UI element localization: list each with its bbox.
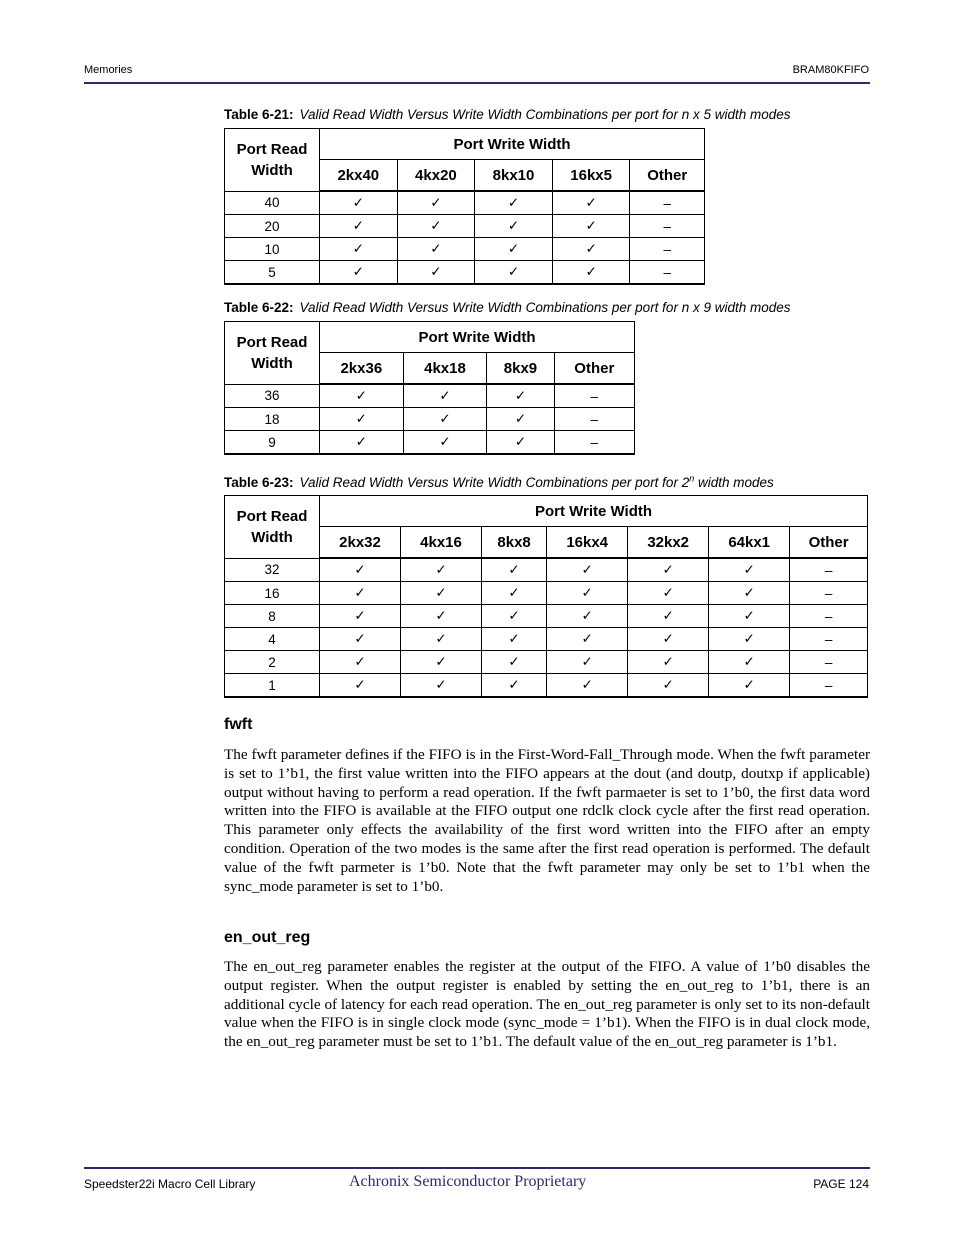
- not-applicable-cell: –: [630, 215, 705, 238]
- not-applicable-cell: –: [630, 191, 705, 215]
- checkmark-icon: ✓: [552, 191, 630, 215]
- table3-label: Table 6-23:: [224, 475, 294, 490]
- checkmark-icon: ✓: [482, 605, 547, 628]
- checkmark-icon: ✓: [320, 238, 398, 261]
- checkmark-icon: ✓: [475, 238, 553, 261]
- checkmark-icon: ✓: [709, 558, 790, 582]
- checkmark-icon: ✓: [628, 605, 709, 628]
- checkmark-icon: ✓: [487, 408, 554, 431]
- checkmark-icon: ✓: [320, 261, 398, 285]
- checkmark-icon: ✓: [628, 651, 709, 674]
- table3-caption: [224, 475, 774, 490]
- port-read-width-header: Port Read Width: [225, 129, 320, 192]
- not-applicable-cell: –: [790, 651, 868, 674]
- column-header: 16kx5: [552, 160, 630, 192]
- checkmark-icon: ✓: [320, 408, 404, 431]
- not-applicable-cell: –: [554, 408, 634, 431]
- table3-title-pre: Valid Read Width Versus Write Width Combinations per port for 2: [299, 475, 690, 490]
- table-row: [225, 605, 868, 628]
- column-header: 4kx16: [401, 527, 482, 559]
- checkmark-icon: ✓: [320, 384, 404, 408]
- not-applicable-cell: –: [630, 238, 705, 261]
- table-row: [225, 384, 635, 408]
- footer-library-name: Speedster22i Macro Cell Library: [84, 1177, 256, 1191]
- checkmark-icon: ✓: [482, 674, 547, 698]
- read-width-cell: 32: [225, 558, 320, 582]
- column-header: 8kx8: [482, 527, 547, 559]
- table1-label: Table 6-21:: [224, 107, 294, 122]
- table-row: [225, 651, 868, 674]
- checkmark-icon: ✓: [709, 651, 790, 674]
- checkmark-icon: ✓: [401, 674, 482, 698]
- checkmark-icon: ✓: [628, 558, 709, 582]
- read-width-cell: 8: [225, 605, 320, 628]
- read-width-cell: 1: [225, 674, 320, 698]
- checkmark-icon: ✓: [547, 674, 628, 698]
- read-width-cell: 40: [225, 191, 320, 215]
- checkmark-icon: ✓: [401, 628, 482, 651]
- table1-caption: [224, 107, 791, 122]
- checkmark-icon: ✓: [487, 431, 554, 455]
- header-doc-title: BRAM80KFIFO: [792, 64, 869, 76]
- checkmark-icon: ✓: [628, 628, 709, 651]
- column-header: 64kx1: [709, 527, 790, 559]
- checkmark-icon: ✓: [401, 651, 482, 674]
- column-header: Other: [554, 353, 634, 385]
- port-write-width-header: Port Write Width: [320, 322, 635, 353]
- checkmark-icon: ✓: [552, 238, 630, 261]
- header-section-title: Memories: [84, 64, 133, 76]
- port-write-width-header: Port Write Width: [320, 129, 705, 160]
- fwft-paragraph: The fwft parameter defines if the FIFO is in the First-Word-Fall_Through mode. When the fwft parameter is set to 1’b1, the first value written into the FIFO appears at the dout (and doutp, doutxp if applicable) output without having to perform a read operation. If the fwft parmaeter is set to 1’b0, the first data word written into the FIFO is available at the FIFO output one rdclk clock cycle after the first read operation. This parameter only effects the availability of the first word written into the FIFO after an empty condition. Operation of the two modes is the same after the first read operation is performed. The default value of the fwft parmeter is 1’b0. Note that the fwft parameter may only be set to 1’b1 when the sync_mode parameter is set to 1’b0.: [224, 746, 870, 895]
- checkmark-icon: ✓: [320, 582, 401, 605]
- checkmark-icon: ✓: [552, 261, 630, 285]
- checkmark-icon: ✓: [628, 674, 709, 698]
- read-width-cell: 36: [225, 384, 320, 408]
- checkmark-icon: ✓: [320, 628, 401, 651]
- checkmark-icon: ✓: [547, 582, 628, 605]
- table3-title: [300, 475, 774, 490]
- checkmark-icon: ✓: [475, 191, 553, 215]
- port-read-width-header: Port Read Width: [225, 496, 320, 559]
- checkmark-icon: ✓: [552, 215, 630, 238]
- column-header: 4kx18: [403, 353, 487, 385]
- column-header: 2kx32: [320, 527, 401, 559]
- checkmark-icon: ✓: [482, 628, 547, 651]
- column-header: Other: [630, 160, 705, 192]
- table-row: [225, 191, 705, 215]
- table2-label: Table 6-22:: [224, 300, 294, 315]
- table-row: [225, 582, 868, 605]
- checkmark-icon: ✓: [320, 558, 401, 582]
- checkmark-icon: ✓: [547, 605, 628, 628]
- read-width-cell: 5: [225, 261, 320, 285]
- table3-title-sup: n: [689, 473, 695, 484]
- checkmark-icon: ✓: [320, 674, 401, 698]
- table3-title-post: width modes: [694, 475, 774, 490]
- checkmark-icon: ✓: [397, 238, 475, 261]
- footer-page-number: PAGE 124: [813, 1177, 869, 1191]
- en-out-reg-paragraph: The en_out_reg parameter enables the register at the output of the FIFO. A value of 1’b0 disables the output register. When the output register is enabled by setting the en_out_reg to 1’b1, there is an additional cycle of latency for each read operation. The en_out_reg parameter is only set to its non-default value when the FIFO is in single clock mode (sync_mode = 1’b1). When the FIFO is in dual clock mode, the en_out_reg parameter must be set to 1’b1. The default value of the en_out_reg parameter is 1’b1.: [224, 958, 870, 1051]
- table3: [224, 495, 868, 698]
- footer-rule: [84, 1167, 870, 1169]
- read-width-cell: 2: [225, 651, 320, 674]
- checkmark-icon: ✓: [403, 384, 487, 408]
- checkmark-icon: ✓: [482, 582, 547, 605]
- port-write-width-header: Port Write Width: [320, 496, 868, 527]
- checkmark-icon: ✓: [475, 261, 553, 285]
- checkmark-icon: ✓: [709, 582, 790, 605]
- header-rule: [84, 82, 870, 84]
- en-out-reg-heading: en_out_reg: [224, 929, 311, 946]
- checkmark-icon: ✓: [401, 605, 482, 628]
- table2-caption: [224, 300, 791, 315]
- checkmark-icon: ✓: [709, 628, 790, 651]
- column-header: Other: [790, 527, 868, 559]
- not-applicable-cell: –: [790, 605, 868, 628]
- not-applicable-cell: –: [790, 674, 868, 698]
- table-row: [225, 238, 705, 261]
- read-width-cell: 20: [225, 215, 320, 238]
- checkmark-icon: ✓: [628, 582, 709, 605]
- not-applicable-cell: –: [790, 582, 868, 605]
- table1-title: Valid Read Width Versus Write Width Combinations per port for n x 5 width modes: [299, 107, 791, 122]
- checkmark-icon: ✓: [709, 605, 790, 628]
- column-header: 8kx10: [475, 160, 553, 192]
- table-row: [225, 431, 635, 455]
- checkmark-icon: ✓: [403, 408, 487, 431]
- not-applicable-cell: –: [554, 384, 634, 408]
- table-row: [225, 558, 868, 582]
- checkmark-icon: ✓: [397, 191, 475, 215]
- checkmark-icon: ✓: [547, 651, 628, 674]
- checkmark-icon: ✓: [401, 558, 482, 582]
- not-applicable-cell: –: [630, 261, 705, 285]
- checkmark-icon: ✓: [397, 261, 475, 285]
- read-width-cell: 4: [225, 628, 320, 651]
- checkmark-icon: ✓: [482, 558, 547, 582]
- column-header: 32kx2: [628, 527, 709, 559]
- column-header: 2kx40: [320, 160, 398, 192]
- read-width-cell: 10: [225, 238, 320, 261]
- checkmark-icon: ✓: [320, 605, 401, 628]
- table-row: [225, 408, 635, 431]
- checkmark-icon: ✓: [320, 215, 398, 238]
- table-row: [225, 261, 705, 285]
- column-header: 8kx9: [487, 353, 554, 385]
- not-applicable-cell: –: [790, 558, 868, 582]
- checkmark-icon: ✓: [487, 384, 554, 408]
- checkmark-icon: ✓: [709, 674, 790, 698]
- checkmark-icon: ✓: [403, 431, 487, 455]
- read-width-cell: 9: [225, 431, 320, 455]
- table1: [224, 128, 705, 285]
- checkmark-icon: ✓: [320, 191, 398, 215]
- not-applicable-cell: –: [790, 628, 868, 651]
- checkmark-icon: ✓: [482, 651, 547, 674]
- read-width-cell: 18: [225, 408, 320, 431]
- fwft-heading: fwft: [224, 716, 253, 733]
- checkmark-icon: ✓: [547, 628, 628, 651]
- read-width-cell: 16: [225, 582, 320, 605]
- checkmark-icon: ✓: [320, 431, 404, 455]
- table-row: [225, 215, 705, 238]
- column-header: 16kx4: [547, 527, 628, 559]
- table2: [224, 321, 635, 455]
- table2-title: Valid Read Width Versus Write Width Combinations per port for n x 9 width modes: [299, 300, 791, 315]
- not-applicable-cell: –: [554, 431, 634, 455]
- column-header: 2kx36: [320, 353, 404, 385]
- table-row: [225, 628, 868, 651]
- table-row: [225, 674, 868, 698]
- checkmark-icon: ✓: [397, 215, 475, 238]
- checkmark-icon: ✓: [547, 558, 628, 582]
- port-read-width-header: Port Read Width: [225, 322, 320, 385]
- checkmark-icon: ✓: [475, 215, 553, 238]
- column-header: 4kx20: [397, 160, 475, 192]
- checkmark-icon: ✓: [320, 651, 401, 674]
- checkmark-icon: ✓: [401, 582, 482, 605]
- footer-proprietary-notice: Achronix Semiconductor Proprietary: [349, 1173, 587, 1190]
